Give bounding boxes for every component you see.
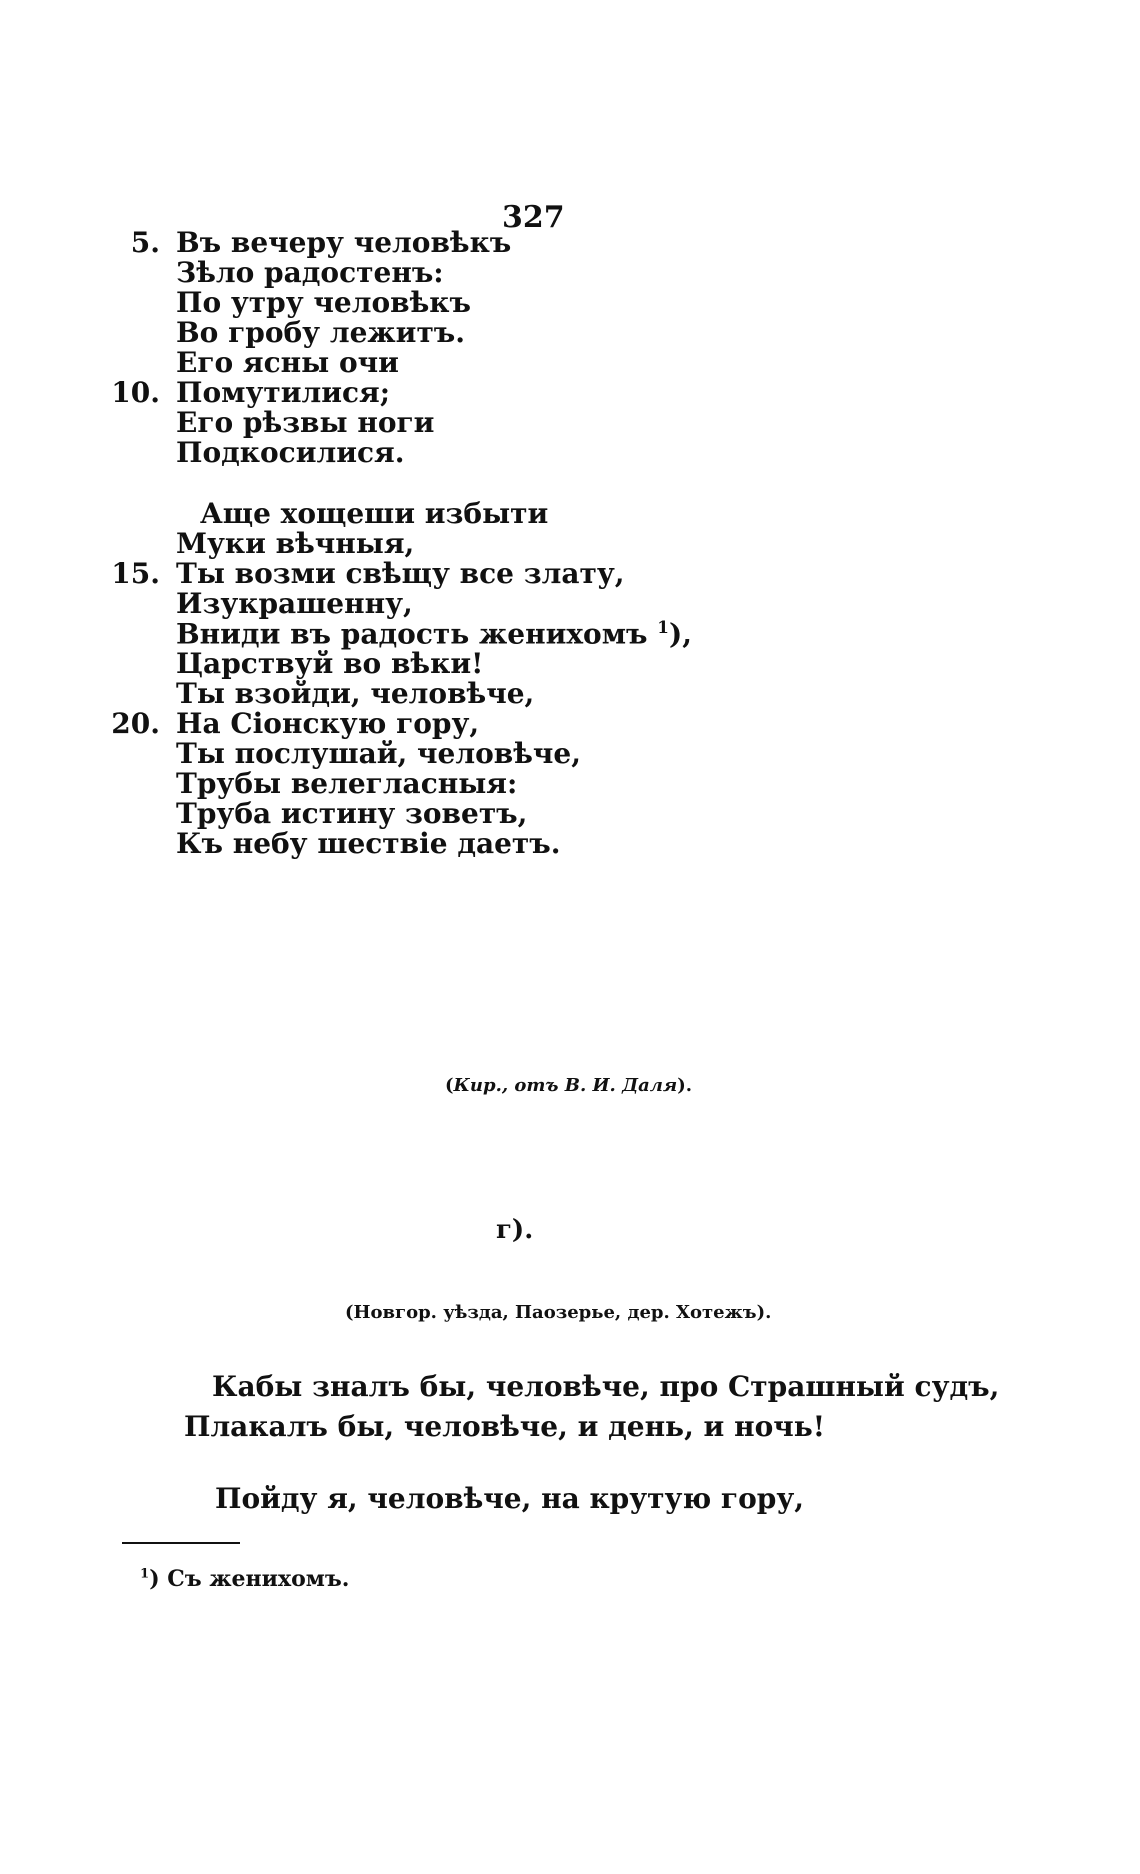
verse-text: Трубы велегласныя: (176, 767, 518, 800)
verse-text: На Сіонскую гору, (176, 707, 480, 740)
verse-text-with-footnote (176, 617, 692, 650)
verse-text: Помутилися; (176, 376, 391, 409)
verse-line: Плакалъ бы, человѣче, и день, и ночь! (184, 1410, 826, 1443)
line-number: 20. (111, 707, 160, 740)
verse-text: Его ясны очи (176, 346, 399, 379)
verse-text: Его рѣзвы ноги (176, 406, 435, 439)
verse-text: Вниди въ радость женихомъ (176, 617, 648, 651)
page-number: 327 (502, 200, 565, 235)
source-attribution-1 (445, 1075, 692, 1096)
verse-line (100, 827, 800, 863)
footnote-text: Съ женихомъ. (167, 1566, 350, 1592)
footnote-reference: 1 (657, 617, 669, 637)
verse-line: Пойду я, человѣче, на крутую гору, (215, 1482, 804, 1515)
verse-text: По утру человѣкъ (176, 286, 471, 319)
footnote-mark: 1 (140, 1566, 150, 1582)
source-attribution-2: (Новгор. уѣзда, Паозерье, дер. Хотежъ). (345, 1302, 772, 1323)
verse-text: Къ небу шествіе даетъ. (176, 827, 561, 860)
verse-text: Труба истину зоветъ, (176, 797, 528, 830)
verse-line (100, 436, 800, 472)
line-number: 5. (130, 226, 160, 259)
footnote-paren: ) (149, 1566, 160, 1592)
verse-line: Кабы зналъ бы, человѣче, про Страшный судъ, (212, 1370, 1000, 1403)
source-open-paren: ( (445, 1075, 454, 1096)
line-number: 15. (111, 557, 160, 590)
source-close-paren: ). (677, 1075, 693, 1096)
line-number: 10. (111, 376, 160, 409)
verse-text: Ты послушай, человѣче, (176, 737, 581, 770)
source-text: Кир., отъ В. И. Даля (453, 1075, 678, 1096)
verse-text: Изукрашенну, (176, 587, 413, 620)
verse-text: Ты возми свѣщу все злату, (176, 557, 625, 590)
verse-text: Аще хощеши избыти (200, 497, 549, 530)
verse-text: Зѣло радостенъ: (176, 256, 444, 289)
footnote (140, 1566, 349, 1592)
verse-punctuation: ), (668, 617, 692, 651)
verse-text: Ты взойди, человѣче, (176, 677, 535, 710)
verse-text: Во гробу лежитъ. (176, 316, 466, 349)
verse-text: Въ вечеру человѣкъ (176, 226, 512, 259)
footnote-separator (122, 1542, 240, 1544)
verse-text: Подкосилися. (176, 436, 405, 469)
verse-text: Муки вѣчныя, (176, 527, 415, 560)
section-letter: г). (496, 1215, 534, 1245)
verse-text: Царствуй во вѣки! (176, 647, 484, 680)
